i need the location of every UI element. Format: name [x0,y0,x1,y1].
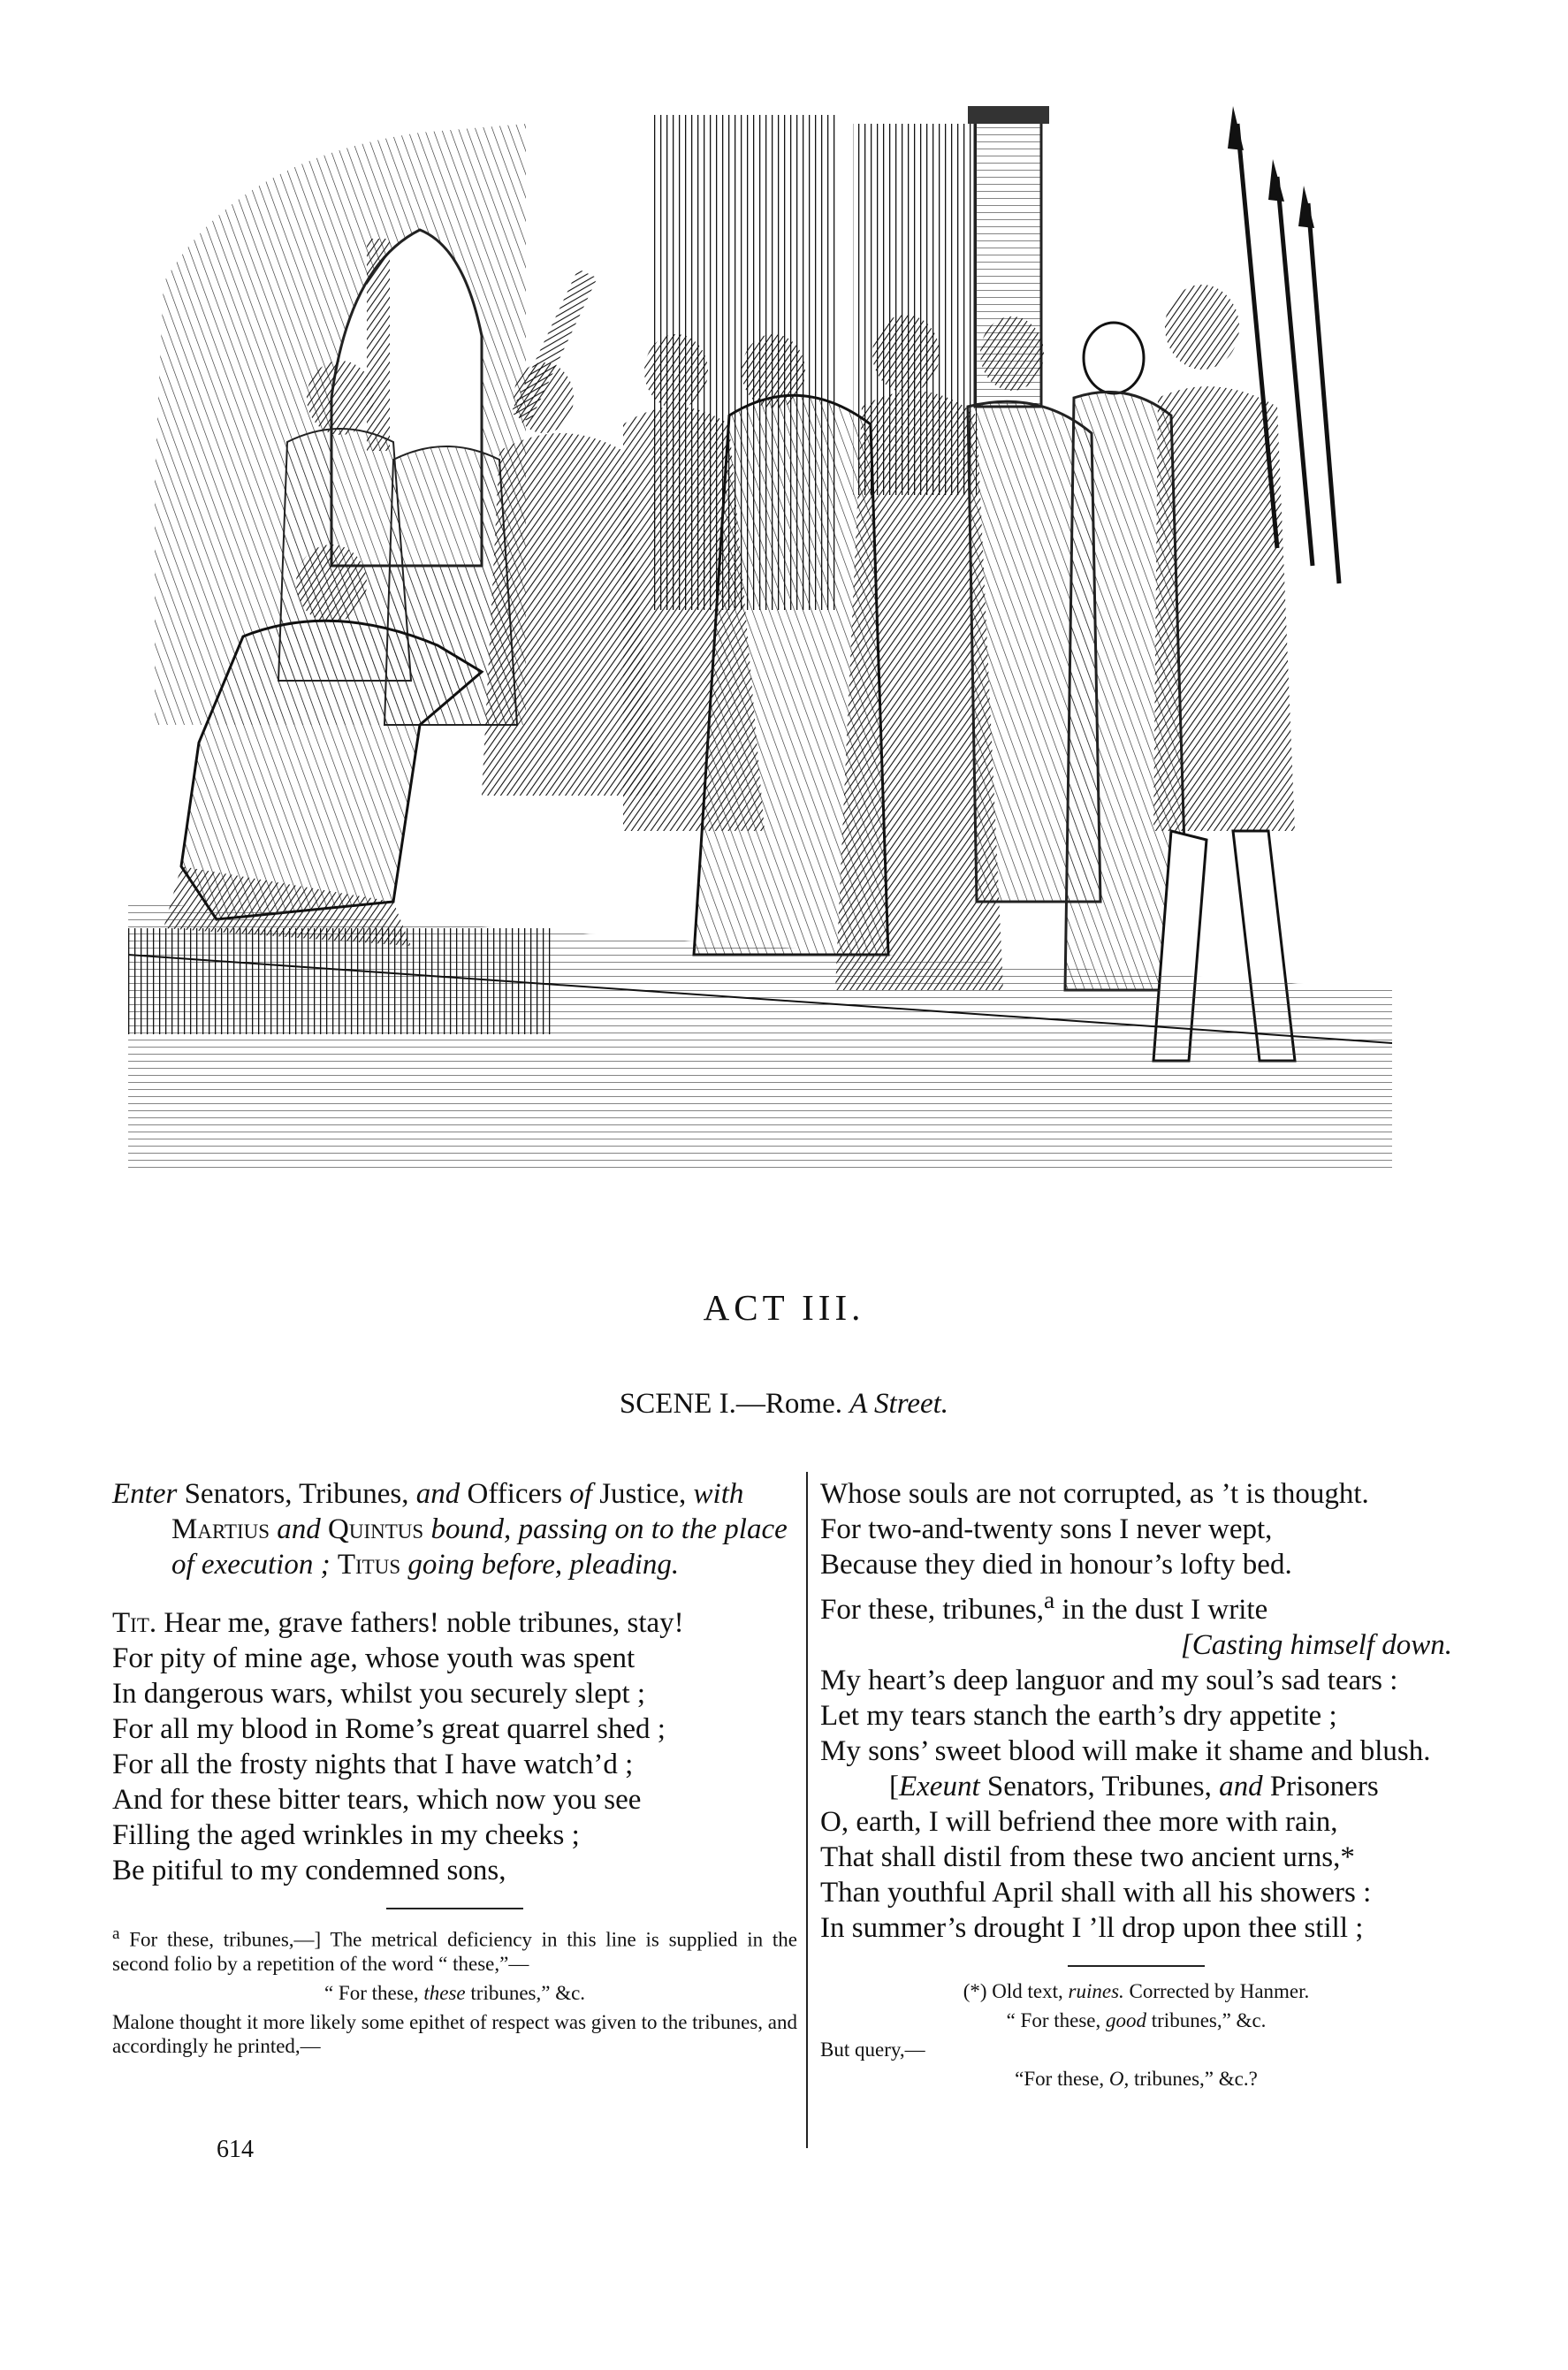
footnote-query: But query,— [820,2039,925,2061]
character-name: Titus [337,1549,401,1581]
verse-text: in the dust I write [1054,1594,1268,1626]
verse-line: My sons’ sweet blood will make it shame and blush. [820,1735,1431,1767]
stage-text: Officers [460,1478,570,1510]
verse-line: My heart’s deep languor and my soul’s sad tears : [820,1665,1398,1696]
verse-line: That shall distil from these two ancient urns,* [820,1841,1355,1873]
character-name: Quintus [328,1513,424,1545]
stage-text: Senators, Tribunes, [177,1478,416,1510]
quote-text: tribunes,” &c. [465,1981,586,2004]
verse-line: For pity of mine age, whose youth was spent [112,1642,636,1674]
verse-line: And for these bitter tears, which now you see [112,1784,642,1816]
stage-text: Prisoners [1262,1771,1379,1802]
verse-line: Be pitiful to my condemned sons, [112,1855,506,1886]
stage-italic: of [569,1478,592,1510]
page-number: 614 [217,2136,254,2163]
footnote-ref: a [1043,1586,1055,1613]
verse-text: Hear me, grave fathers! noble tribunes, stay! [164,1607,684,1639]
quote-text: “For these, [1015,2068,1109,2090]
footnote-text: (*) Old text, [963,1980,1069,2002]
footnote-quote [820,2067,1452,2091]
verse-line: For all my blood in Rome’s great quarrel shed ; [112,1713,666,1745]
scene-label: SCENE I.—Rome. [619,1388,842,1420]
footnote-mark: a [112,1924,120,1943]
quote-text: tribunes,” &c.? [1129,2068,1258,2090]
footnote-text: For these, tribunes,—] The metrical deficiency in this line is supplied in the second folio by a repetition of the word “ these,”— [112,1928,797,1975]
stage-italic: and [1219,1771,1263,1802]
speech-titus [112,1605,797,1888]
verse-line [112,1605,797,1641]
enter-word: Enter [112,1478,178,1510]
verse-line: Filling the aged wrinkles in my cheeks ; [112,1819,580,1851]
stage-italic: bound, passing on to the place of execution ; [171,1513,788,1581]
stage-text [321,1513,328,1545]
footnote-quote [820,2008,1452,2032]
stage-direction-exeunt [820,1769,1452,1804]
quote-italic: these [423,1981,466,2004]
verse-line: Because they died in honour’s lofty bed. [820,1549,1292,1581]
verse-line: For two-and-twenty sons I never wept, [820,1513,1273,1545]
stage-direction-casting: [Casting himself down. [1180,1629,1452,1661]
right-column [820,1476,1452,2096]
footnote-star [820,1979,1452,2003]
footnote-italic: ruines. [1068,1980,1124,2002]
stage-italic: going before, pleading. [407,1549,680,1581]
footnote-a [112,1922,797,1976]
act-illustration [128,106,1392,1171]
footnote-text: Corrected by Hanmer. [1123,1980,1310,2002]
verse-line [820,1582,1452,1627]
speaker-name: Tit. [112,1607,157,1639]
footnote-text-malone: Malone thought it more likely some epithet of respect was given to the tribunes, and accordingly he printed,— [112,2010,797,2057]
verse-line: Whose souls are not corrupted, as ’t is thought. [820,1478,1369,1510]
verse-line: Let my tears stanch the earth’s dry appetite ; [820,1700,1337,1732]
verse-line: In summer’s drought I ’ll drop upon thee still ; [820,1912,1364,1944]
footnote-quote [112,1981,797,2005]
verse-line: For all the frosty nights that I have watch’d ; [112,1749,634,1780]
stage-text: Justice, [591,1478,694,1510]
stage-italic: and [277,1513,321,1545]
stage-direction [112,1476,797,1582]
footnote-rule [1068,1965,1205,1967]
act-heading: ACT III. [703,1287,865,1328]
verse-text: For these, tribunes, [820,1594,1044,1626]
quote-italic: good [1106,2009,1146,2031]
bracket: [ [889,1771,899,1802]
stage-italic: with [693,1478,744,1510]
quote-text: “ For these, [1006,2009,1106,2031]
verse-line: In dangerous wars, whilst you securely slept ; [112,1678,646,1710]
verse-line: Than youthful April shall with all his showers : [820,1877,1372,1909]
verse-line: O, earth, I will befriend thee more with rain, [820,1806,1338,1838]
left-column [112,1476,797,2058]
quote-text: “ For these, [323,1981,424,2004]
stage-italic: and [415,1478,461,1510]
scene-heading [0,1388,1568,1421]
exeunt-word: Exeunt [899,1771,980,1802]
character-name: Martius [171,1513,270,1545]
quote-italic: O, [1108,2068,1130,2090]
footnote-rule [386,1908,523,1909]
scene-place: A Street. [849,1388,949,1420]
quote-text: tribunes,” &c. [1146,2009,1267,2031]
stage-text: Senators, Tribunes, [979,1771,1220,1802]
column-divider [806,1472,808,2148]
stage-text [331,1549,338,1581]
